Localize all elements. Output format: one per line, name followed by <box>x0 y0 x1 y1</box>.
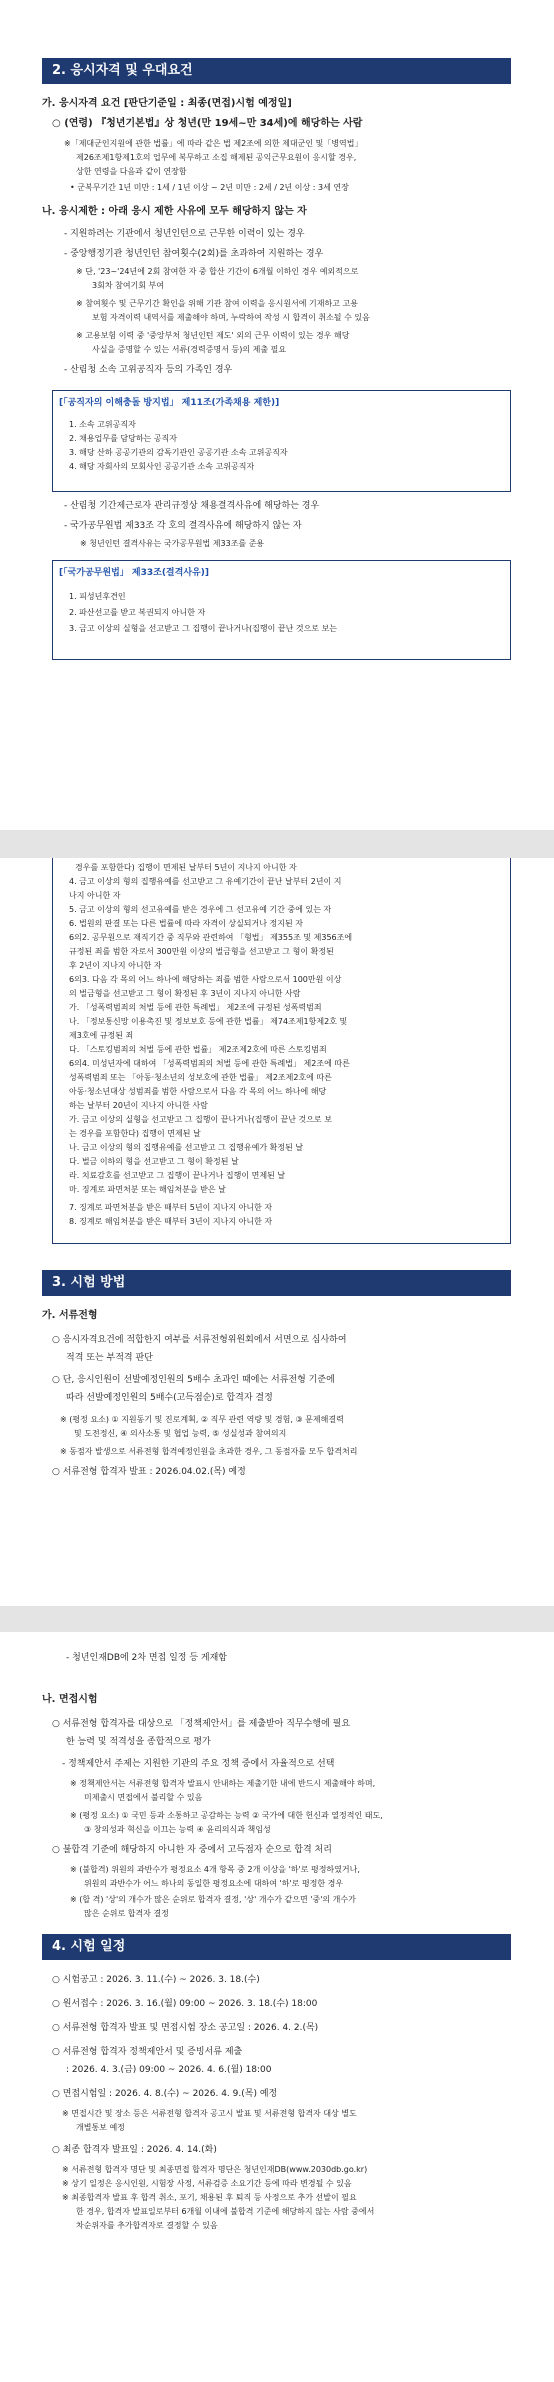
box-item: 성폭력범죄 또는 「아동·청소년의 성보호에 관한 법률」 제2조제2호에 따른 <box>69 1073 332 1082</box>
note-line: • 군복무기간 1년 미만 : 1세 / 1년 이상 ~ 2년 미만 : 2세 / 2년 이상 : 3세 연장 <box>70 183 349 192</box>
box-item: 4. 금고 이상의 형의 집행유예를 선고받고 그 유예기간이 끝난 날부터 2년이 지 <box>69 877 342 886</box>
section-3-heading: 3. 시험 방법 <box>42 1270 511 1296</box>
box-item: 의 벌금형을 선고받고 그 형이 확정된 후 3년이 지나지 아니한 사람 <box>69 989 301 998</box>
subheading-eligibility: 가. 응시자격 요건 [판단기준일 : 최종(면접)시험 예정일] <box>42 98 292 109</box>
note-line: 미제출시 면접에서 불리할 수 있음 <box>84 1793 203 1802</box>
box-item: 1. 피성년후견인 <box>69 592 126 601</box>
box-item: 는 경우를 포함한다) 집행이 면제된 날 <box>69 1129 201 1138</box>
box-item: 경우를 포함한다) 집행이 면제된 날부터 5년이 지나지 아니한 자 <box>75 863 297 872</box>
note-line: ※ (평정 요소) ① 지원동기 및 진로계획, ② 직무 관련 역량 및 경험, ③ 문제해결력 <box>60 1415 344 1424</box>
note-line: ※ 고용보험 이력 중 '중앙부처 청년인턴 제도' 외의 근무 이력이 있는 경우 해당 <box>76 331 350 340</box>
screening-item: ○ 단, 응시인원이 선발예정인원의 5배수 초과인 때에는 서류전형 기준에 <box>52 1375 335 1385</box>
note-line: 차순위자를 추가합격자로 결정할 수 있음 <box>76 2221 218 2230</box>
note-line: 많은 순위로 합격자 결정 <box>84 1909 169 1918</box>
subheading-interview: 나. 면접시험 <box>42 1694 98 1705</box>
box-item: 하는 날부터 20년이 지나지 아니한 사람 <box>69 1101 208 1110</box>
note-line: ※ 서류전형 합격자 명단 및 최종면접 합격자 명단은 청년인재DB(www.2030db.go.kr) <box>62 2165 368 2174</box>
page-3 <box>0 1632 554 2382</box>
note-line: ※ 최종합격자 발표 후 합격 취소, 포기, 채용된 후 퇴직 등 사정으로 추가 선발이 필요 <box>62 2193 357 2202</box>
screening-item: ○ 응시자격요건에 적합한지 여부를 서류전형위원회에서 서면으로 심사하여 <box>52 1335 347 1345</box>
box-item: 아동·청소년대상 성범죄를 범한 사람으로서 다음 각 목의 어느 하나에 해당 <box>69 1087 327 1096</box>
note-line: ※ (불합격) 위원의 과반수가 평정요소 4개 항목 중 2개 이상을 '하'로 평정하였거나, <box>70 1865 360 1874</box>
note-line: 3회차 참여기회 부여 <box>92 281 164 290</box>
screening-result-date: ○ 서류전형 합격자 발표 : 2026.04.02.(목) 예정 <box>52 1467 246 1477</box>
box-title: [「국가공무원법」 제33조(결격사유)] <box>59 568 209 578</box>
box-item: 6. 법원의 판결 또는 다른 법률에 따라 자격이 상실되거나 정지된 자 <box>69 919 303 928</box>
note-line: ※「제대군인지원에 관한 법률」에 따라 같은 법 제2조에 의한 제대군인 및「병역법」 <box>64 139 363 148</box>
interview-item: 한 능력 및 적격성을 종합적으로 평가 <box>66 1737 211 1747</box>
box-item: 다. 「스토킹범죄의 처벌 등에 관한 법률」 제2조제2호에 따른 스토킹범죄 <box>69 1045 327 1054</box>
interview-item: - 정책제안서 주제는 지원한 기관의 주요 정책 중에서 자율적으로 선택 <box>62 1759 335 1769</box>
box-item: 3. 금고 이상의 실형을 선고받고 그 집행이 끝나거나(집행이 끝난 것으로 보는 <box>69 624 338 633</box>
note-line: ③ 창의성과 혁신을 이끄는 능력 ④ 윤리의식과 책임성 <box>84 1825 271 1834</box>
note-line: ※ 청년인턴 결격사유는 국가공무원법 제33조를 준용 <box>80 539 265 548</box>
box-item: 6의3. 다음 각 목의 어느 하나에 해당하는 죄를 범한 사람으로서 100만원 이상 <box>69 975 342 984</box>
page-gap <box>0 830 554 858</box>
box-title: [「공직자의 이해충돌 방지법」 제11조(가족채용 제한)] <box>59 398 280 408</box>
note-line: 제26조제1항제1호의 업무에 복무하고 소집 해제된 공익근무요원이 응시할 경우, <box>76 153 357 162</box>
note-line: 상한 연령을 다음과 같이 연장함 <box>76 167 187 176</box>
box-item: 2. 채용업무를 담당하는 공직자 <box>69 434 177 443</box>
page-1 <box>0 0 554 830</box>
page-gap <box>0 1606 554 1632</box>
restriction-item: - 국가공무원법 제33조 각 호의 결격사유에 해당하지 않는 자 <box>64 521 302 531</box>
note-line: ※ 참여횟수 및 근무기간 확인을 위해 기관 참여 이력을 응시원서에 기재하고 고용 <box>76 299 358 308</box>
section-2-heading: 2. 응시자격 및 우대요건 <box>42 58 511 84</box>
note-line: ※ (합 격) '상'의 개수가 많은 순위로 합격자 결정, '상' 개수가 같으면 '중'의 개수가 <box>70 1895 356 1904</box>
box-item: 5. 금고 이상의 형의 선고유예를 받은 경우에 그 선고유예 기간 중에 있는 자 <box>69 905 332 914</box>
note-line: 개별통보 예정 <box>76 2123 125 2132</box>
box-item: 나. 「정보통신망 이용촉진 및 정보보호 등에 관한 법률」 제74조제1항제2호 및 <box>69 1017 348 1026</box>
box-item: 3. 해당 산하 공공기관의 감독기관인 공공기관 소속 고위공직자 <box>69 448 288 457</box>
note-line: 보험 자격이력 내역서를 제출해야 하며, 누락하여 작성 시 합격이 취소될 수 있음 <box>92 313 370 322</box>
box-item: 7. 징계로 파면처분을 받은 때부터 5년이 지나지 아니한 자 <box>69 1203 273 1212</box>
box-item: 가. 금고 이상의 실형을 선고받고 그 집행이 끝나거나(집행이 끝난 것으로 보 <box>69 1115 332 1124</box>
restriction-item: - 중앙행정기관 청년인턴 참여횟수(2회)를 초과하여 지원하는 경우 <box>64 249 324 259</box>
note-line: ※ 단, '23~'24년에 2회 참여한 자 중 합산 기간이 6개월 이하인 경우 예외적으로 <box>76 267 359 276</box>
box-item: 1. 소속 고위공직자 <box>69 420 136 429</box>
schedule-item: ○ 면접시험일 : 2026. 4. 8.(수) ~ 2026. 4. 9.(목) 예정 <box>52 2089 278 2099</box>
box-item: 8. 징계로 해임처분을 받은 때부터 3년이 지나지 아니한 자 <box>69 1217 273 1226</box>
box-item: 4. 해당 자회사의 모회사인 공공기관 소속 고위공직자 <box>69 462 255 471</box>
note-line: 사실을 증명할 수 있는 서류(경력증명서 등)의 제출 필요 <box>92 345 287 354</box>
restriction-item: - 지원하려는 기관에서 청년인턴으로 근무한 이력이 있는 경우 <box>64 229 305 239</box>
box-item: 6의2. 공무원으로 재직기간 중 직무와 관련하여 「형법」 제355조 및 제356조에 <box>69 933 353 942</box>
screening-item: 따라 선발예정인원의 5배수(고득점순)로 합격자 결정 <box>66 1393 273 1403</box>
interview-item: ○ 불합격 기준에 해당하지 아니한 자 중에서 고득점자 순으로 합격 처리 <box>52 1845 332 1855</box>
page-2 <box>0 858 554 1606</box>
section-4-heading: 4. 시험 일정 <box>42 1934 511 1960</box>
disqualification-box <box>52 560 511 660</box>
box-item: 나. 금고 이상의 형의 집행유예를 선고받고 그 집행유예가 확정된 날 <box>69 1143 304 1152</box>
box-item: 가. 「성폭력범죄의 처벌 등에 관한 특례법」 제2조에 규정된 성폭력범죄 <box>69 1003 322 1012</box>
restriction-item: - 산림청 기간제근로자 관리규정상 채용결격사유에 해당하는 경우 <box>64 501 320 511</box>
note-line: ※ 상기 일정은 응시인원, 시험장 사정, 서류검증 소요기간 등에 따라 변경될 수 있음 <box>62 2179 352 2188</box>
subheading-document-screening: 가. 서류전형 <box>42 1310 98 1321</box>
db-notice: - 청년인재DB에 2차 면접 일정 등 게재함 <box>66 1653 227 1663</box>
schedule-item: ○ 최종 합격자 발표일 : 2026. 4. 14.(화) <box>52 2145 217 2155</box>
box-item: 2. 파산선고를 받고 복권되지 아니한 자 <box>69 608 206 617</box>
screening-item: 적격 또는 부적격 판단 <box>66 1353 153 1363</box>
box-item: 제3호에 규정된 죄 <box>69 1031 134 1040</box>
note-line: 및 도전정신, ④ 의사소통 및 협업 능력, ⑤ 성실성과 참여의지 <box>74 1429 287 1438</box>
age-requirement: ○ (연령) 『청년기본법』상 청년(만 19세~만 34세)에 해당하는 사람 <box>52 118 363 129</box>
note-line: ※ 정책제안서는 서류전형 합격자 발표시 안내하는 제출기한 내에 반드시 제출해야 하며, <box>70 1779 376 1788</box>
interview-item: ○ 서류전형 합격자를 대상으로 「정책제안서」를 제출받아 직무수행에 필요 <box>52 1719 351 1729</box>
box-item: 마. 징계로 파면처분 또는 해임처분을 받은 날 <box>69 1185 226 1194</box>
conflict-of-interest-box <box>52 390 511 492</box>
box-item: 후 2년이 지나지 아니한 자 <box>69 961 162 970</box>
box-item: 6의4. 미성년자에 대하여 「성폭력범죄의 처벌 등에 관한 특례법」 제2조에 따른 <box>69 1059 350 1068</box>
note-line: ※ (평정 요소) ① 국민 등과 소통하고 공감하는 능력 ② 국가에 대한 헌신과 열정적인 태도, <box>70 1811 383 1820</box>
schedule-item: ○ 원서접수 : 2026. 3. 16.(월) 09:00 ~ 2026. 3. 18.(수) 18:00 <box>52 1999 318 2009</box>
restriction-item: - 산림청 소속 고위공직자 등의 가족인 경우 <box>64 365 233 375</box>
box-item: 규정된 죄를 범한 자로서 300만원 이상의 벌금형을 선고받고 그 형이 확정된 <box>69 947 334 956</box>
schedule-item: ○ 서류전형 합격자 정책제안서 및 증빙서류 제출 <box>52 2047 243 2057</box>
disqualification-box-continued <box>52 858 511 1244</box>
schedule-item: ○ 서류전형 합격자 발표 및 면접시험 장소 공고일 : 2026. 4. 2.(목) <box>52 2023 319 2033</box>
note-line: ※ 동점자 발생으로 서류전형 합격예정인원을 초과한 경우, 그 동점자를 모두 합격처리 <box>60 1447 358 1456</box>
box-item: 다. 벌금 이하의 형을 선고받고 그 형이 확정된 날 <box>69 1157 239 1166</box>
subheading-restriction: 나. 응시제한 : 아래 응시 제한 사유에 모두 해당하지 않는 자 <box>42 206 307 217</box>
note-line: 위원의 과반수가 어느 하나의 동일한 평정요소에 대하여 '하'로 평정한 경우 <box>84 1879 344 1888</box>
box-item: 나지 아니한 자 <box>69 891 121 900</box>
schedule-item: : 2026. 4. 3.(금) 09:00 ~ 2026. 4. 6.(월) 18:00 <box>66 2065 272 2075</box>
note-line: ※ 면접시간 및 장소 등은 서류전형 합격자 공고시 발표 및 서류전형 합격자 대상 별도 <box>62 2109 357 2118</box>
box-item: 라. 치료감호를 선고받고 그 집행이 끝나거나 집행이 면제된 날 <box>69 1171 286 1180</box>
schedule-item: ○ 시험공고 : 2026. 3. 11.(수) ~ 2026. 3. 18.(수) <box>52 1975 260 1985</box>
note-line: 한 경우, 합격자 발표일로부터 6개월 이내에 불합격 기준에 해당하지 않는 사람 중에서 <box>76 2207 375 2216</box>
